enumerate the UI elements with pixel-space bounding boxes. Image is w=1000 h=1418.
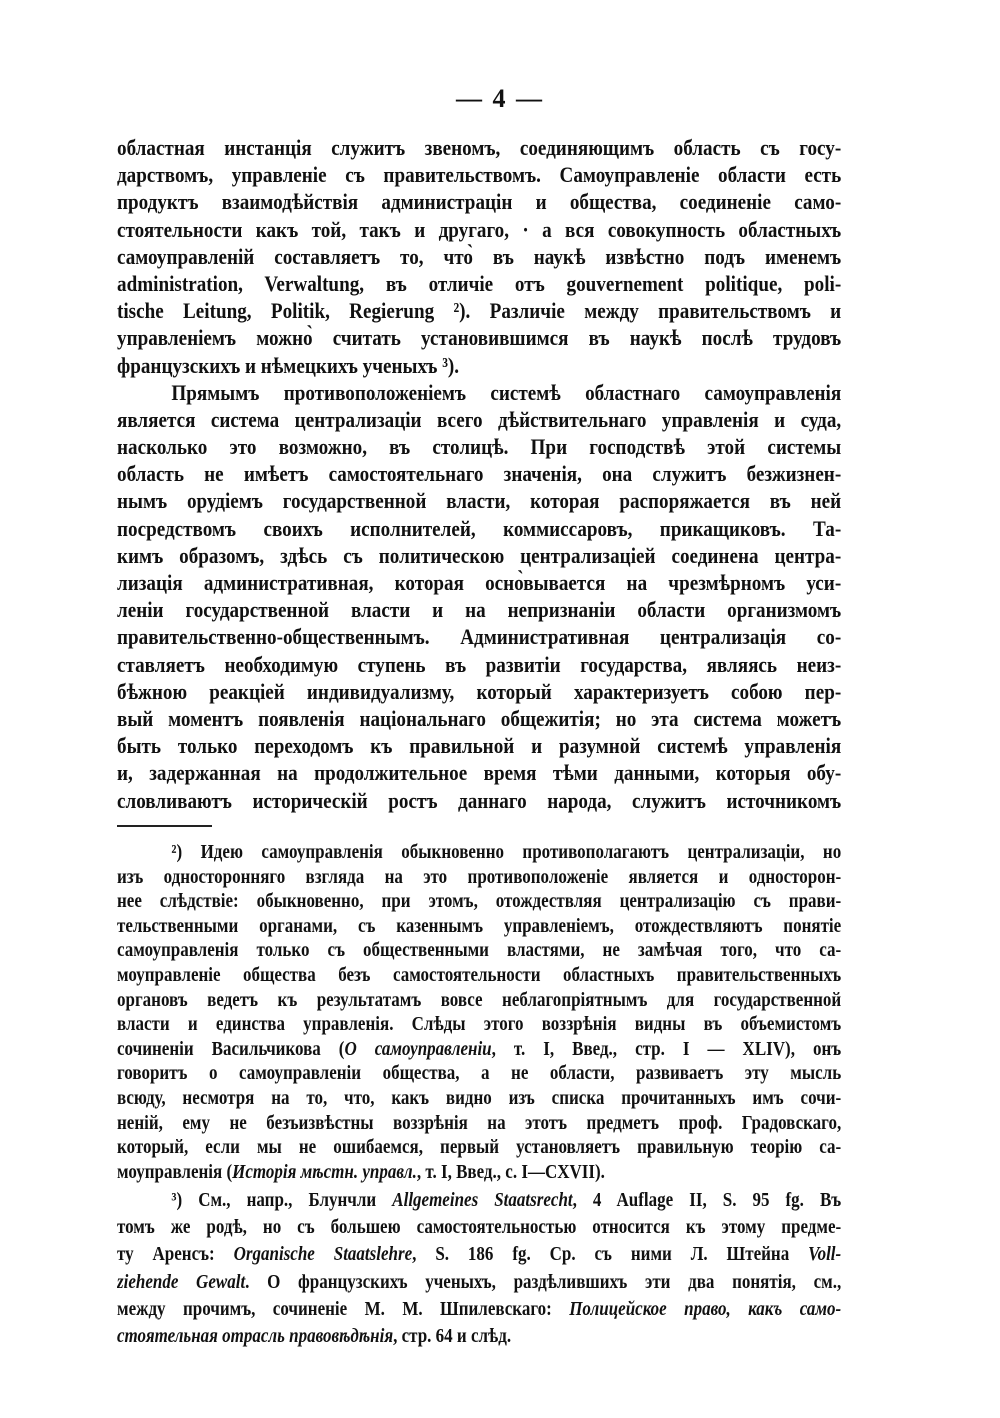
text-line <box>117 161 841 188</box>
text-line <box>117 379 841 406</box>
text-segment: вый моментъ появленія національнаго общежитія; но эта система можетъ <box>117 705 842 731</box>
text-line <box>117 243 841 270</box>
text-segment: моуправленіе общества безъ самостоятельности областныхъ правительственныхъ <box>117 963 842 986</box>
text-segment: , т. I, Введ., стр. I — XLIV), онъ <box>491 1037 842 1060</box>
text-segment: бѣжною реакціей индивидуализму, который характеризуетъ собою пер- <box>117 678 842 704</box>
text-segment: управленіемъ можно̀ считать установившимся въ наукѣ послѣ трудовъ <box>117 325 842 351</box>
text-segment: французскихъ и нѣмецкихъ ученыхъ ³). <box>117 352 460 378</box>
text-segment: всюду, несмотря на то, что, какъ видно изъ списка прочитанныхъ имъ сочи- <box>117 1086 842 1109</box>
text-line <box>117 1214 841 1241</box>
italic-text-segment: ziehende Gewalt <box>117 1270 246 1293</box>
text-line <box>117 678 841 705</box>
text-segment: кимъ образомъ, здѣсь съ политическою централизаціей соединена центра- <box>117 542 842 568</box>
text-line <box>117 1296 841 1323</box>
text-line <box>117 270 841 297</box>
text-line <box>117 1241 841 1268</box>
text-segment: . О французскихъ ученыхъ, раздѣлившихъ эти два понятія, см., <box>245 1270 842 1293</box>
text-segment: нее слѣдствіе: обыкновенно, при этомъ, отождествляя централизацію съ прави- <box>117 890 842 913</box>
text-line <box>117 1269 841 1296</box>
text-segment: , S. 186 fg. Ср. съ ними Л. Штейна <box>412 1243 809 1266</box>
italic-text-segment: Allgemeines Staatsrecht <box>392 1189 573 1211</box>
text-line <box>117 406 841 433</box>
italic-text-segment: стоятельная отрасль правовѣдѣнія <box>117 1324 394 1347</box>
text-line <box>117 596 841 623</box>
text-segment: областная инстанція служитъ звеномъ, соединяющимъ область съ госу- <box>117 135 842 160</box>
text-segment: ²) Идею самоуправленія обыкновенно противополагаютъ централизаціи, но <box>171 841 842 863</box>
text-segment: tische Leitung, Politik, Regierung ²). Различіе между правительствомъ и <box>117 298 842 324</box>
text-segment: нымъ орудіемъ государственной власти, которая распоряжается въ ней <box>117 488 842 514</box>
text-line <box>117 569 841 596</box>
italic-text-segment: О самоуправленіи <box>344 1037 492 1060</box>
text-line <box>117 988 841 1013</box>
text-line <box>117 188 841 215</box>
text-segment: лизація административная, которая осно̀вывается на чрезмѣрномъ уси- <box>117 570 842 595</box>
italic-text-segment: Исторія мѣстн. управл. <box>232 1160 417 1183</box>
text-line <box>117 1187 841 1214</box>
text-segment: власти и единства управленія. Слѣды этого воззрѣнія видны въ объемистомъ <box>117 1013 842 1036</box>
footnote-2 <box>117 840 841 1184</box>
text-line <box>117 623 841 650</box>
text-line <box>117 352 841 379</box>
footnote-3 <box>117 1187 841 1350</box>
text-segment: является система централизаціи всего дѣйствительнаго управленія и суда, <box>117 406 842 432</box>
text-segment: Прямымъ противоположеніемъ системѣ областнаго самоуправленія <box>171 379 842 405</box>
text-segment: сочиненіи Васильчикова ( <box>117 1037 345 1060</box>
text-segment: леніи государственной власти и на непризнаніи области организмомъ <box>117 597 842 623</box>
text-segment: который, если мы не ошибаемся, первый установляетъ правильную теорію са- <box>117 1136 842 1159</box>
text-segment: продуктъ взаимодѣйствія администрацін и общества, соединеніе само- <box>117 189 842 215</box>
text-line <box>117 460 841 487</box>
text-line <box>117 889 841 914</box>
text-line <box>117 324 841 351</box>
text-line <box>117 840 841 865</box>
text-line <box>117 1086 841 1111</box>
text-line <box>117 542 841 569</box>
text-line <box>117 134 841 161</box>
text-line <box>117 1160 841 1185</box>
text-line <box>117 1012 841 1037</box>
italic-text-segment: Voll- <box>808 1243 842 1266</box>
main-text <box>117 134 841 814</box>
text-segment: органовъ ведетъ къ результатамъ вовсе неблагопріятнымъ для государственной <box>117 988 842 1011</box>
text-segment: между прочимъ, сочиненіе М. М. Шпилевскаго: <box>117 1297 570 1320</box>
text-segment: неній, ему не безъизвѣстны воззрѣнія на этотъ предметъ проф. Градовскаго, <box>117 1111 842 1134</box>
text-line <box>117 297 841 324</box>
page-number: — 4 — <box>456 84 544 113</box>
text-segment: ставляетъ необходимую ступень въ развитіи государства, являясь неиз- <box>117 651 842 677</box>
text-segment: словливаютъ историческій ростъ даннаго народа, служитъ источникомъ <box>117 787 842 813</box>
text-segment: самоуправленій составляетъ то, что̀ въ наукѣ извѣстно подъ именемъ <box>117 243 842 269</box>
text-line <box>117 433 841 460</box>
text-segment: , т. I, Введ., с. I—CXVII). <box>416 1160 605 1183</box>
text-line <box>117 515 841 542</box>
text-line <box>117 865 841 890</box>
text-line <box>117 1135 841 1160</box>
text-line <box>117 1323 841 1350</box>
italic-text-segment: Полицейское право, какъ само- <box>569 1297 842 1320</box>
text-segment: правительственно-общественнымъ. Административная централизація со- <box>117 624 842 650</box>
text-line <box>117 759 841 786</box>
text-segment: ³) См., напр., Блунчли <box>171 1189 393 1211</box>
text-segment: насколько это возможно, въ столицѣ. При господствѣ этой системы <box>117 434 842 460</box>
text-segment: , 4 Auflage II, S. 95 fg. Въ <box>572 1189 842 1211</box>
text-line <box>117 787 841 814</box>
text-segment: область не имѣетъ самостоятельнаго значенія, она служитъ безжизнен- <box>117 461 842 487</box>
text-segment: посредствомъ своихъ исполнителей, коммиссаровъ, прикащиковъ. Та- <box>117 515 842 541</box>
text-line <box>117 487 841 514</box>
text-line <box>117 963 841 988</box>
text-segment: тельственными органами, съ казеннымъ управленіемъ, отождествляютъ понятіе <box>117 914 842 937</box>
text-segment: и, задержанная на продолжительное время тѣми данными, которыя обу- <box>117 760 842 786</box>
italic-text-segment: Organische Staatslehre <box>233 1243 413 1266</box>
text-segment: стоятельности какъ той, такъ и другаго, · а вся совокупность областныхъ <box>117 216 842 242</box>
text-segment: моуправленія ( <box>117 1160 233 1183</box>
text-line <box>117 216 841 243</box>
text-segment: говоритъ о самоуправленіи общества, а не области, развиваетъ эту мысль <box>117 1062 842 1085</box>
text-line <box>117 732 841 759</box>
text-segment: самоуправленія только съ общественными властями, не замѣчая того, что са- <box>117 939 842 962</box>
text-line <box>117 705 841 732</box>
text-segment: изъ односторонняго взгляда на это противоположеніе является и односторон- <box>117 865 842 888</box>
text-line <box>117 1111 841 1136</box>
footnote-separator <box>117 825 212 827</box>
text-segment: ту Аренсъ: <box>117 1243 234 1266</box>
text-segment: дарствомъ, управленіе съ правительствомъ. Самоуправленіе области есть <box>117 162 842 188</box>
text-line <box>117 914 841 939</box>
text-segment: , стр. 64 и слѣд. <box>393 1324 512 1347</box>
text-segment: быть только переходомъ къ правильной и разумной системѣ управленія <box>117 733 842 759</box>
text-line <box>117 651 841 678</box>
text-segment: administration, Verwaltung, въ отличіе отъ gouvernement politique, poli- <box>117 270 842 296</box>
text-segment: томъ же родѣ, но съ большею самостоятельностью относится къ этому предме- <box>117 1216 842 1239</box>
text-line <box>117 938 841 963</box>
text-line <box>117 1037 841 1062</box>
text-line <box>117 1061 841 1086</box>
